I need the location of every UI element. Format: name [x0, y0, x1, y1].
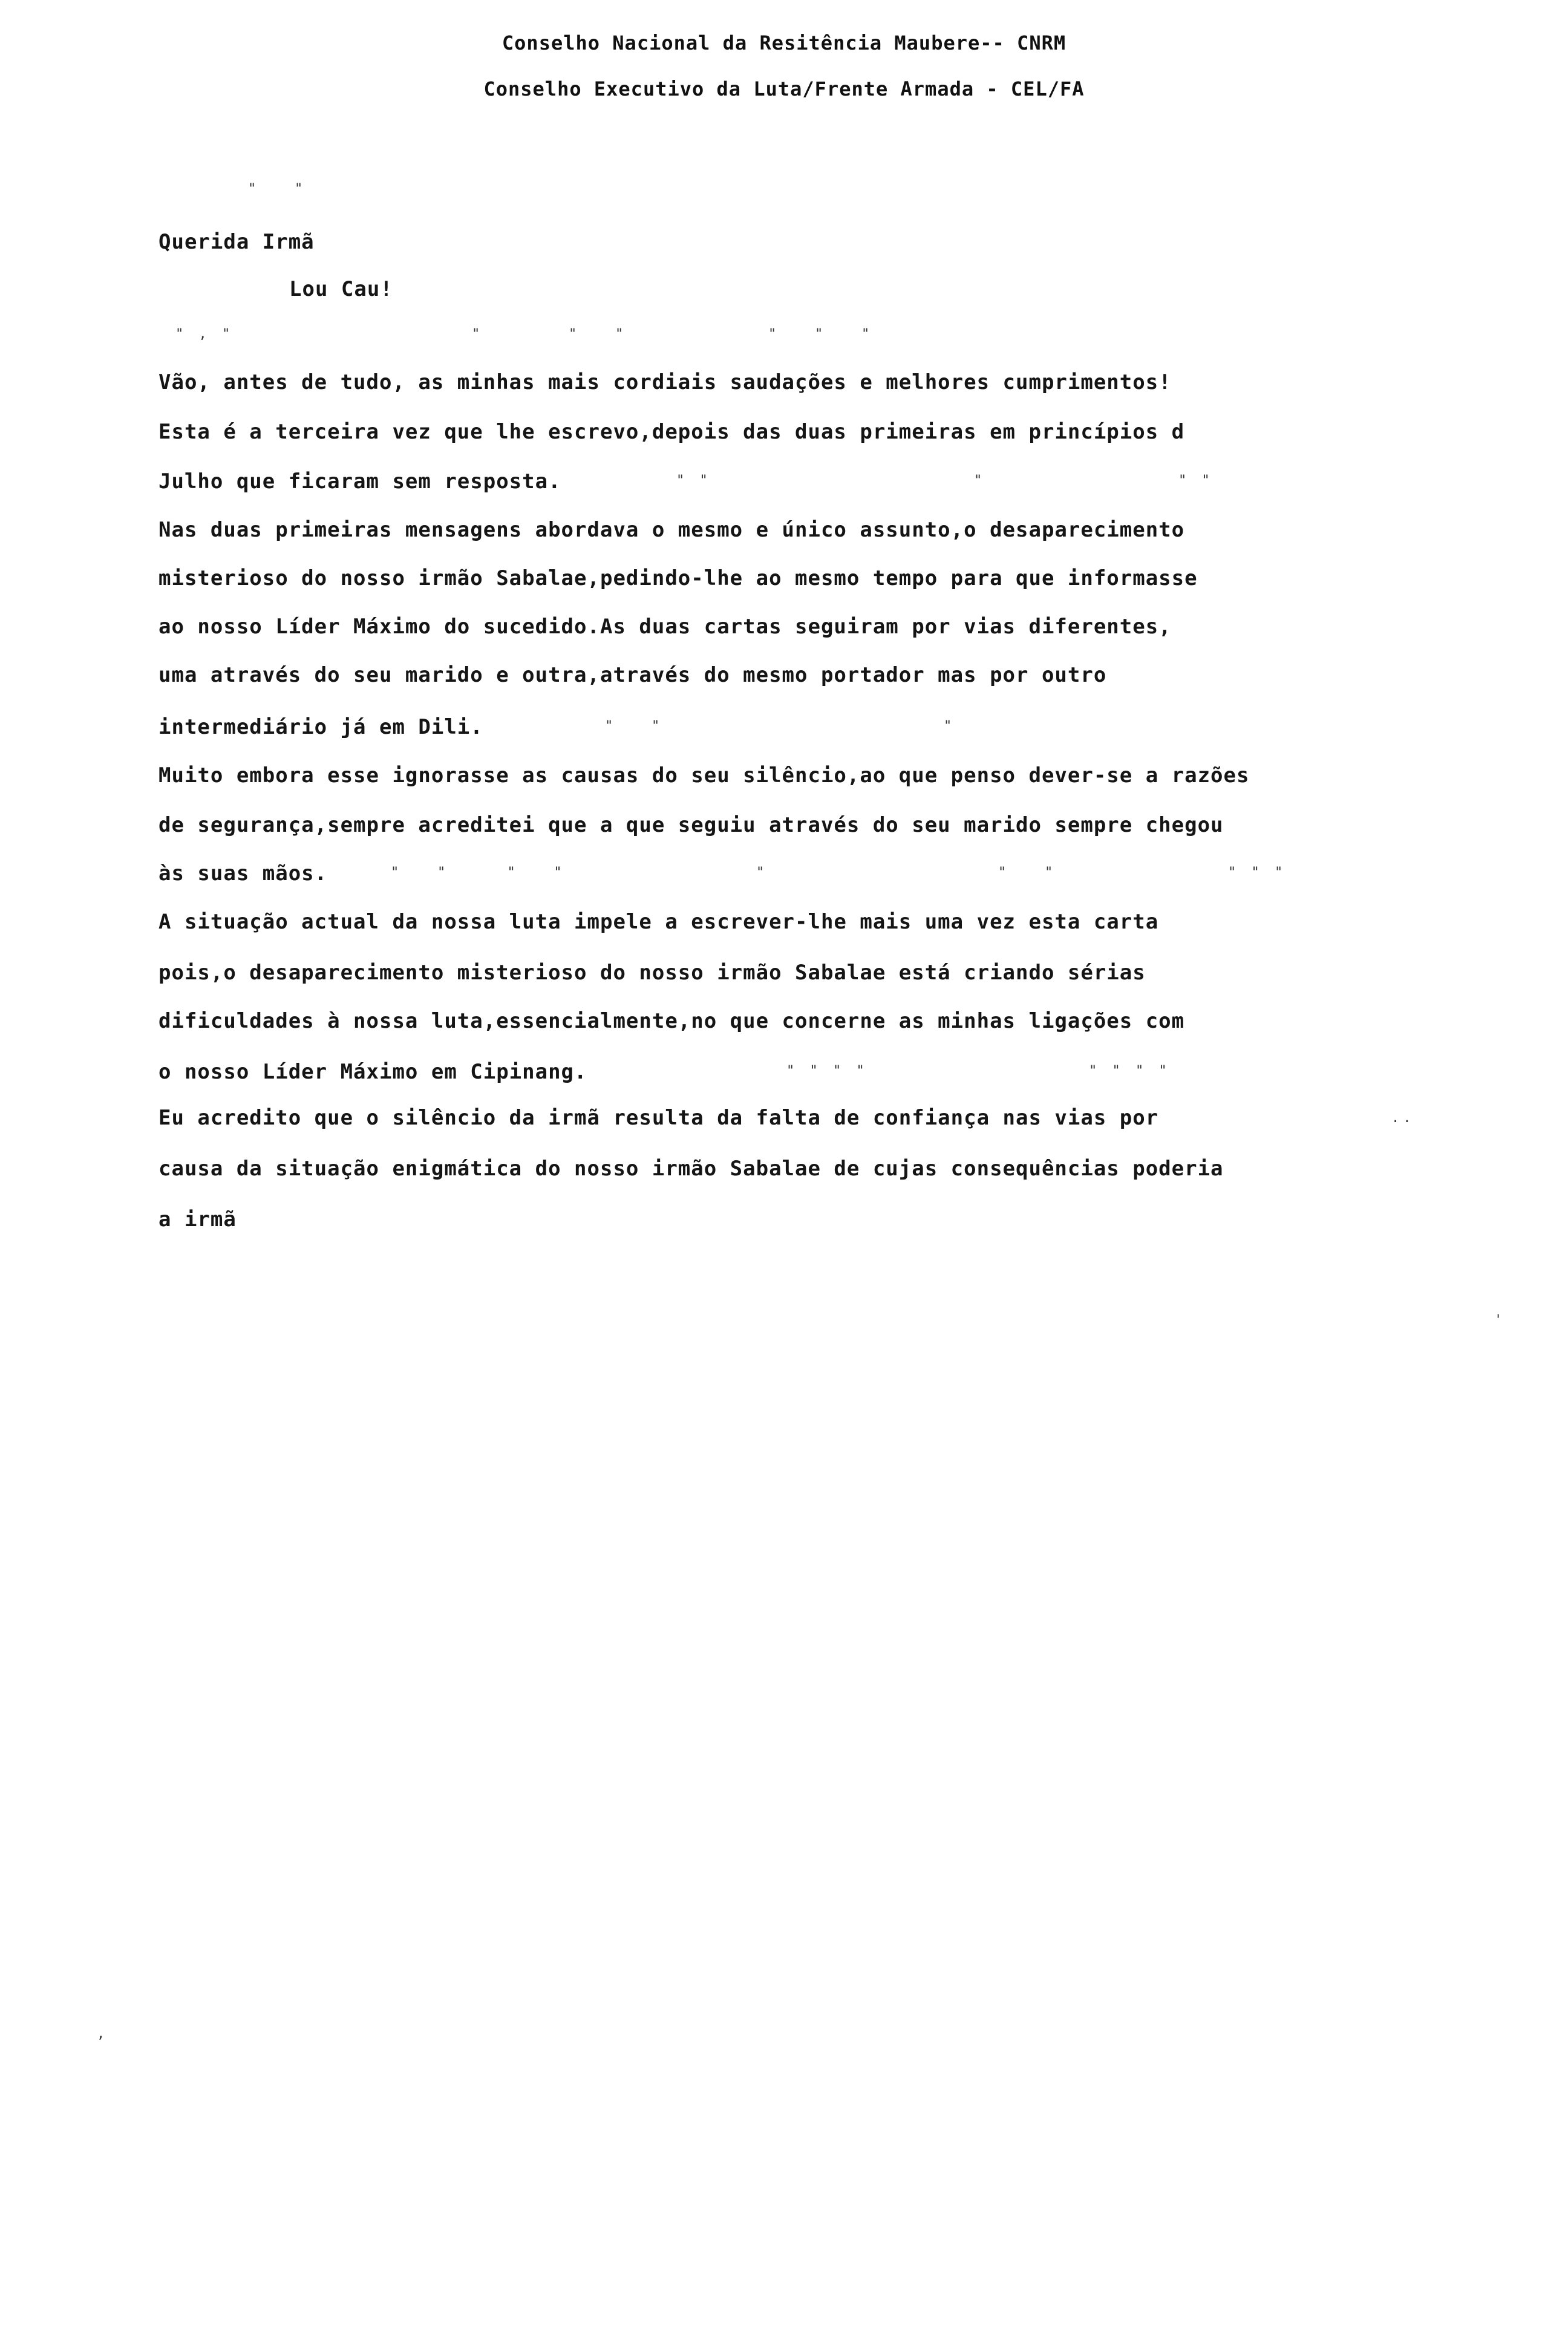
ink-speck: " " " " — [391, 865, 566, 880]
body-line: às suas mãos. — [158, 861, 328, 886]
organization-subtitle: Conselho Executivo da Luta/Frente Armada - CEL/FA — [483, 77, 1085, 100]
organization-title: Conselho Nacional da Resitência Maubere-- CNRM — [501, 31, 1067, 54]
ink-speck: " — [944, 719, 956, 734]
ink-speck: ' — [1494, 1313, 1506, 1328]
body-line: Muito embora esse ignorasse as causas do seu silêncio,ao que penso dever-se a razões — [158, 763, 1250, 788]
body-line: Nas duas primeiras mensagens abordava o mesmo e único assunto,o desaparecimento — [158, 518, 1185, 542]
ink-speck: " " — [1178, 473, 1214, 488]
ink-speck: " — [974, 473, 986, 488]
body-line: causa da situação enigmática do nosso irmão Sabalae de cujas consequências poderia — [158, 1157, 1224, 1181]
ink-speck: " " — [248, 181, 307, 197]
body-line: Vão, antes de tudo, as minhas mais cordiais saudações e melhores cumprimentos! — [158, 370, 1172, 394]
ink-speck: , — [97, 2026, 109, 2042]
body-line: uma através do seu marido e outra,através do mesmo portador mas por outro — [158, 663, 1107, 687]
body-line: o nosso Líder Máximo em Cipinang. — [158, 1060, 587, 1084]
body-line: Esta é a terceira vez que lhe escrevo,depois das duas primeiras em princípios d — [158, 420, 1185, 444]
ink-speck: " " " — [1228, 865, 1287, 880]
salutation-greeting: Lou Cau! — [289, 277, 393, 301]
ink-speck: .. — [1391, 1111, 1415, 1126]
body-line: Eu acredito que o silêncio da irmã resulta da falta de confiança nas vias por — [158, 1106, 1159, 1130]
body-line: Julho que ficaram sem resposta. — [158, 469, 561, 494]
ink-speck: " — [756, 865, 768, 880]
ink-speck: " " " — [768, 327, 874, 342]
body-line: de segurança,sempre acreditei que a que seguiu através do seu marido sempre chegou — [158, 813, 1224, 837]
body-line: misterioso do nosso irmão Sabalae,pedindo-lhe ao mesmo tempo para que informasse — [158, 566, 1198, 590]
body-line: a irmã — [158, 1207, 237, 1232]
ink-speck: " , " — [175, 327, 234, 342]
body-line: intermediário já em Dili. — [158, 715, 483, 739]
body-line: A situação actual da nossa luta impele a escrever-lhe mais uma vez esta carta — [158, 910, 1159, 934]
ink-speck: " " " " — [1089, 1063, 1171, 1079]
body-line: dificuldades à nossa luta,essencialmente,no que concerne as minhas ligações com — [158, 1009, 1185, 1033]
body-line: ao nosso Líder Máximo do sucedido.As duas cartas seguiram por vias diferentes, — [158, 615, 1172, 639]
ink-speck: " " — [605, 719, 664, 734]
salutation: Querida Irmã — [158, 230, 315, 254]
ink-speck: " " — [569, 327, 627, 342]
ink-speck: " — [472, 327, 484, 342]
ink-speck: " " — [998, 865, 1057, 880]
ink-speck: " " " " — [786, 1063, 868, 1079]
body-line: pois,o desaparecimento misterioso do nosso irmão Sabalae está criando sérias — [158, 961, 1146, 985]
ink-speck: " " — [676, 473, 711, 488]
